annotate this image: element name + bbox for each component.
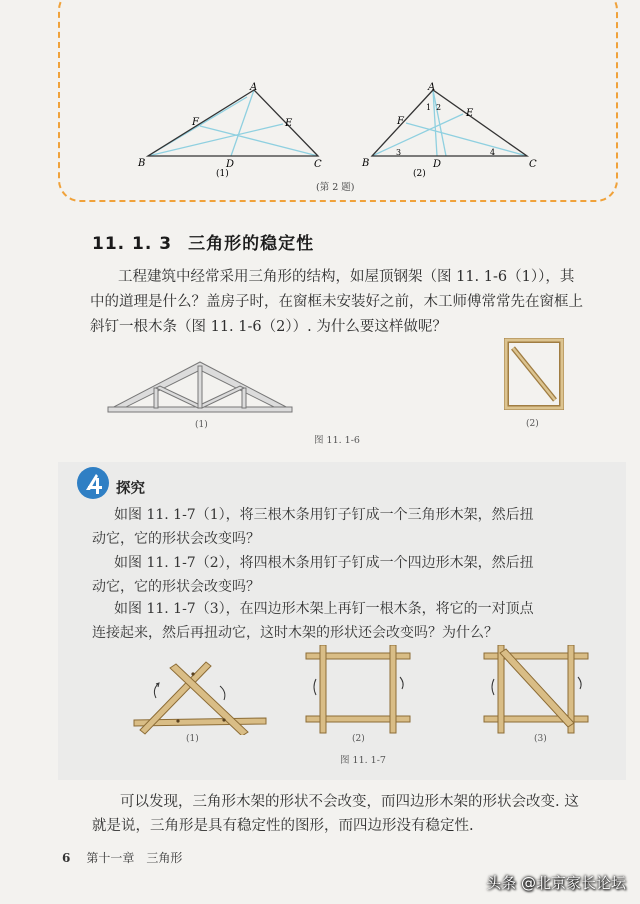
triangle-figure-1 (137, 82, 322, 179)
section-number: 11. 1. 3 (92, 234, 173, 254)
watermark: 头条 @北京家长论坛 (486, 874, 626, 892)
conclusion-paragraph (92, 790, 622, 838)
page-number: 6 (62, 851, 71, 865)
fig7-caption-1: (1) (186, 734, 199, 744)
label-b: B (138, 158, 146, 169)
text-line: 斜钉一根木条（图 11. 1-6（2））. 为什么要这样做呢？ (90, 319, 447, 335)
text-line: 动它，它的形状会改变吗？ (92, 578, 260, 595)
label-a: A (428, 82, 436, 93)
label-b: B (362, 158, 370, 169)
exercise-figure (0, 0, 640, 200)
chapter-number: 第十一章 (86, 851, 135, 865)
text-line: 就是说，三角形是具有稳定性的图形，而四边形没有稳定性. (92, 818, 474, 834)
fig7-caption-2: (2) (352, 734, 365, 744)
fig6-title: 图 11. 1-6 (314, 435, 360, 446)
text-line: 动它，它的形状会改变吗？ (92, 530, 260, 547)
label-c: C (314, 159, 322, 170)
roof-truss-figure (100, 350, 300, 416)
fig6-caption-1: (1) (195, 420, 208, 430)
window-frame-figure (504, 338, 564, 410)
section-heading (92, 229, 314, 254)
label-c: C (529, 159, 537, 170)
text-line: 工程建筑中经常采用三角形的结构，如屋顶钢架（图 11. 1-6（1）），其 (118, 269, 575, 285)
label-f: F (192, 117, 199, 128)
explore-item-2 (92, 552, 612, 599)
braced-wood-frame (482, 645, 592, 735)
label-a: A (250, 82, 258, 93)
angle-label-3: 3 (396, 148, 402, 157)
label-d: D (226, 159, 235, 170)
angle-label-2: 2 (436, 103, 442, 112)
explore-title: 探究 (116, 481, 145, 497)
text-line: 连接起来，然后再扭动它，这时木架的形状还会改变吗？为什么？ (92, 624, 498, 641)
quadrilateral-wood-frame (304, 645, 414, 735)
explore-item-1 (92, 504, 612, 551)
triangle-figure-2 (361, 82, 537, 179)
fig1-caption: (1) (216, 169, 229, 179)
fig7-title: 图 11. 1-7 (340, 755, 386, 766)
fig7-caption-3: (3) (534, 734, 547, 744)
exercise-caption: (第 2 题) (316, 182, 355, 193)
chapter-title: 三角形 (146, 851, 183, 865)
fig6-caption-2: (2) (526, 419, 539, 429)
explore-logo-icon (76, 466, 110, 500)
explore-item-3 (92, 598, 612, 645)
label-e: E (466, 108, 474, 119)
label-e: E (285, 118, 293, 129)
text-line: 如图 11. 1-7（3），在四边形木架上再钉一根木条，将它的一对顶点 (114, 601, 534, 617)
text-line: 如图 11. 1-7（2），将四根木条用钉子钉成一个四边形木架，然后扭 (114, 555, 534, 571)
text-line: 如图 11. 1-7（1），将三根木条用钉子钉成一个三角形木架，然后扭 (114, 507, 534, 523)
text-line: 中的道理是什么？盖房子时，在窗框未安装好之前，木工师傅常常先在窗框上 (90, 294, 583, 310)
intro-paragraph (90, 265, 620, 340)
section-title: 三角形的稳定性 (188, 234, 315, 254)
page-footer (62, 849, 182, 866)
angle-label-4: 4 (490, 148, 496, 157)
angle-label-1: 1 (426, 103, 432, 112)
triangle-wood-frame (130, 640, 270, 735)
label-d: D (433, 159, 442, 170)
fig2-caption: (2) (413, 169, 426, 179)
text-line: 可以发现，三角形木架的形状不会改变，而四边形木架的形状会改变. 这 (120, 794, 579, 810)
label-f: F (397, 116, 404, 127)
